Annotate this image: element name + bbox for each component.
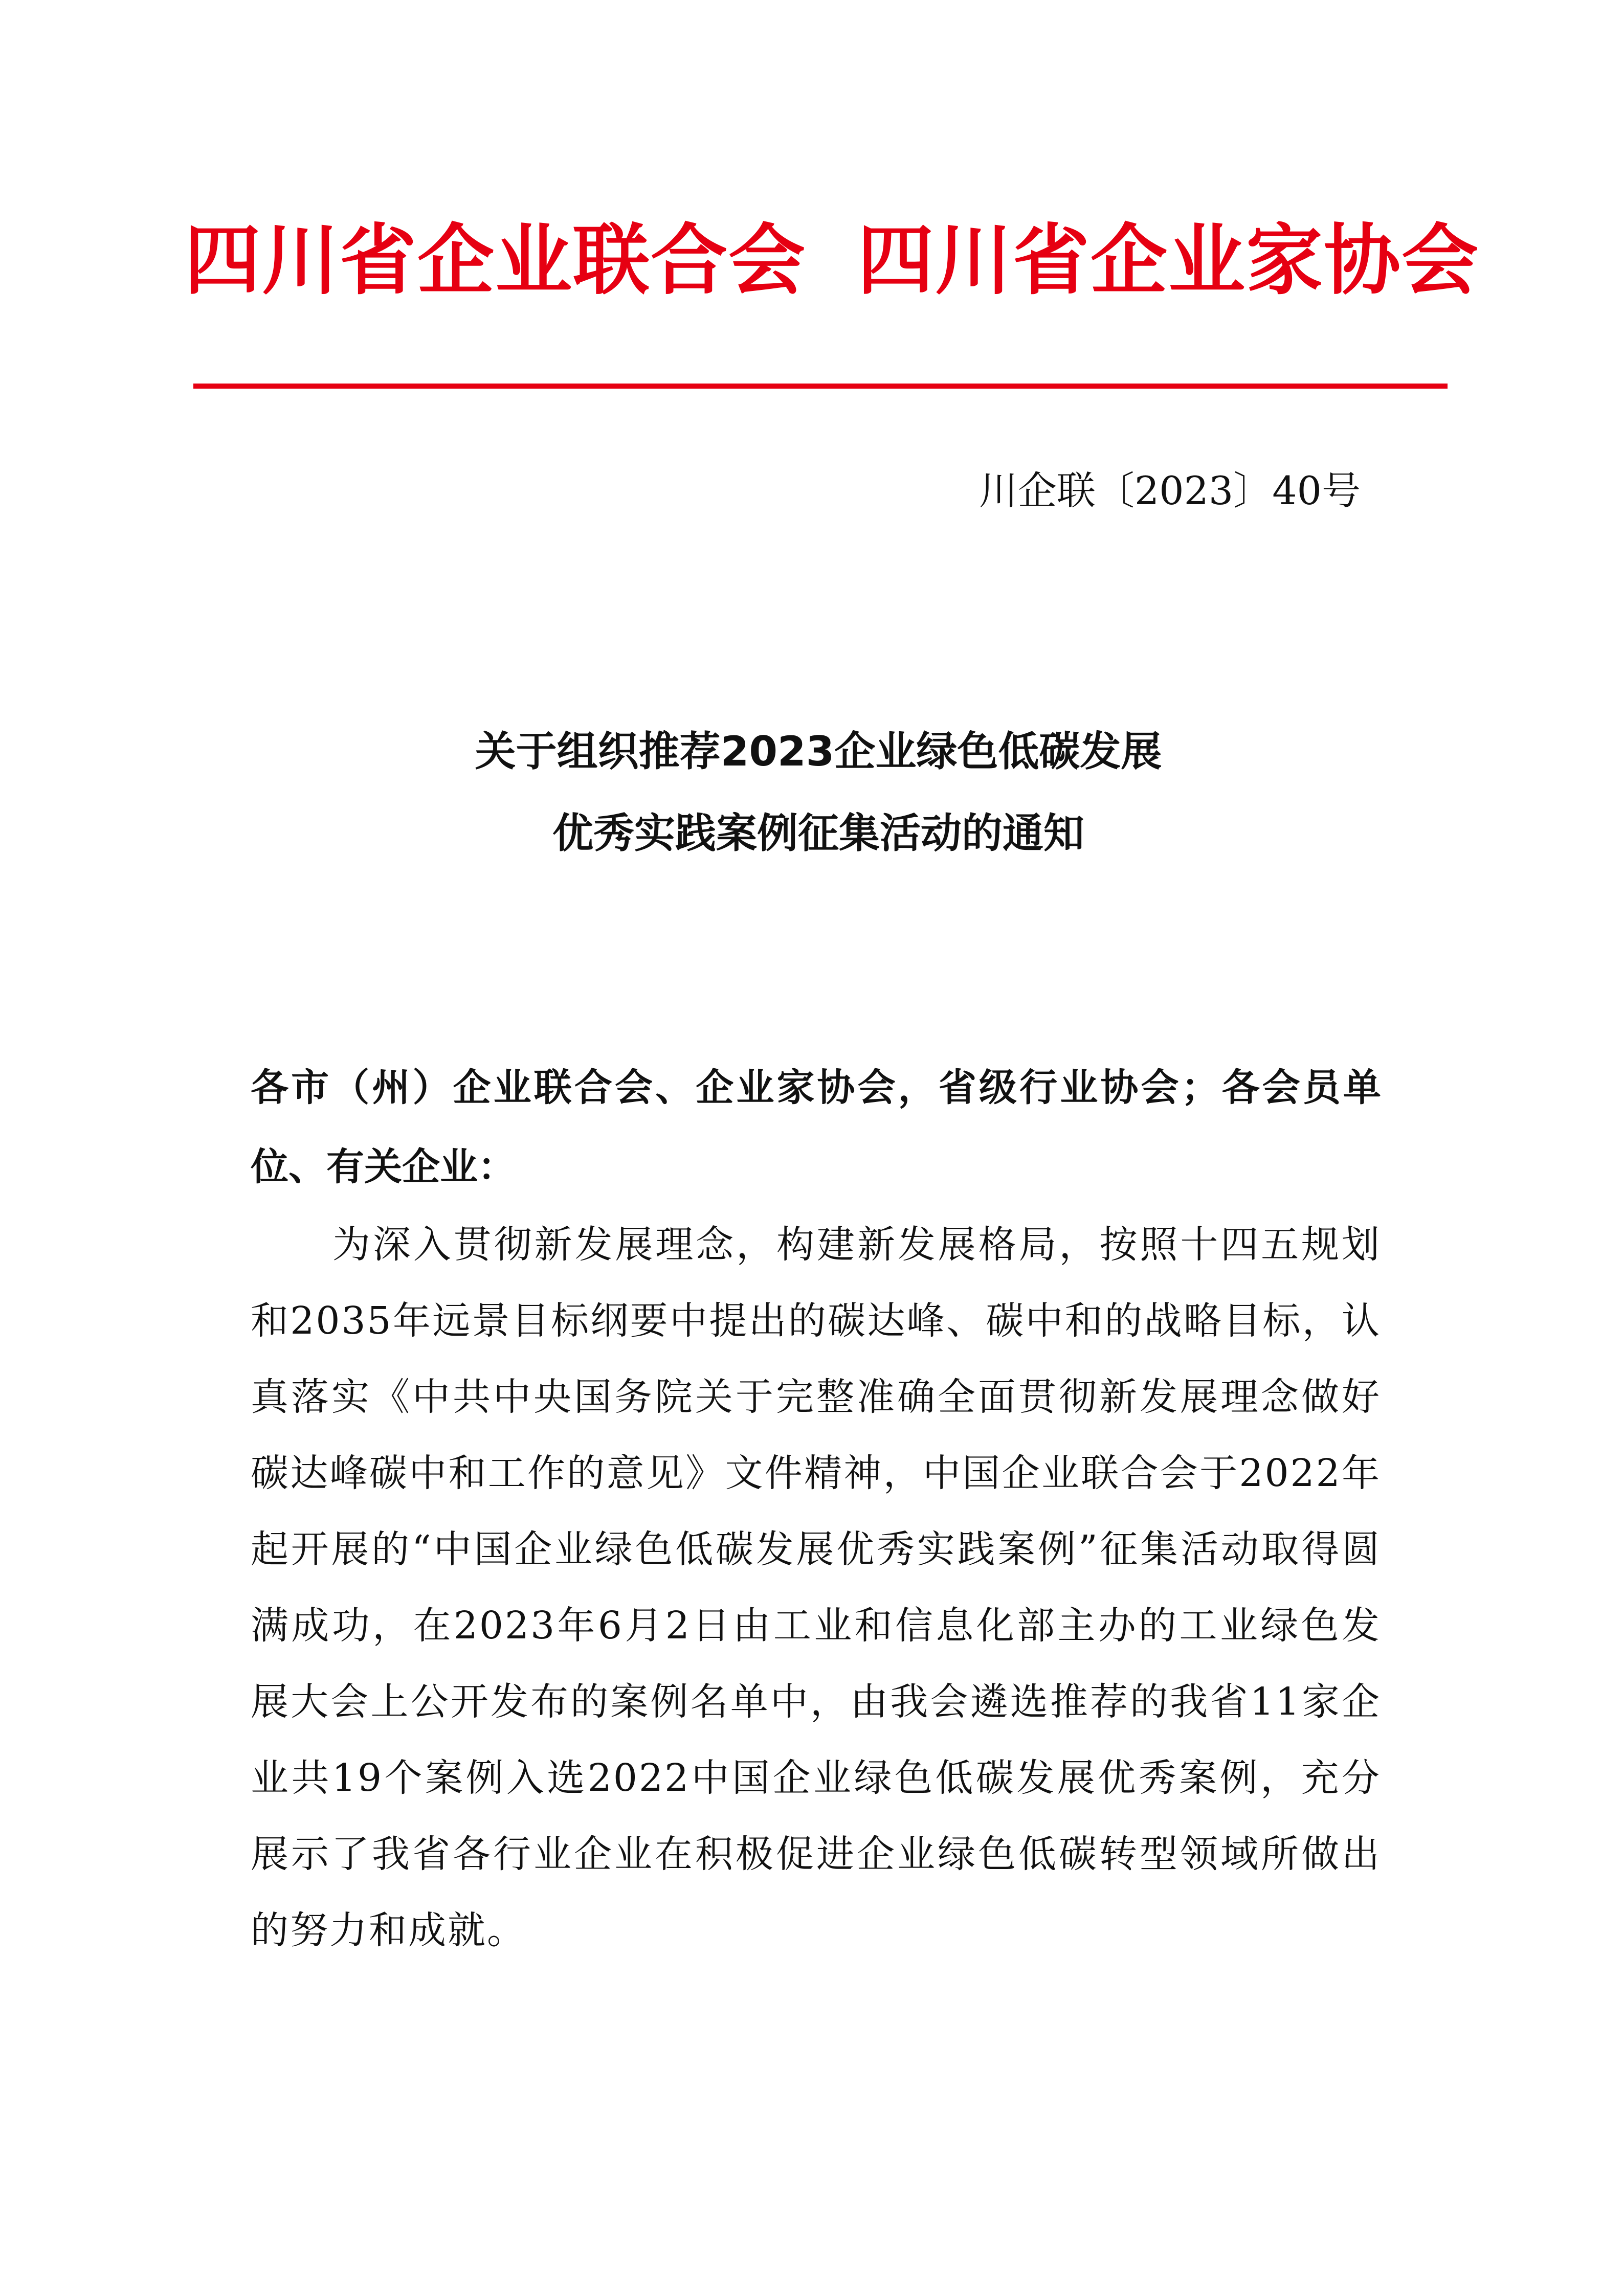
body-paragraph-1: 为深入贯彻新发展理念，构建新发展格局，按照十四五规划和2035年远景目标纲要中提出的碳达峰、碳中和的战略目标，认真落实《中共中央国务院关于完整准确全面贯彻新发展理念做好碳达峰碳中和工作的意见》文件精神，中国企业联合会于2022年起开展的“中国企业绿色低碳发展优秀实践案例”征集活动取得圆满成功，在2023年6月2日由工业和信息化部主办的工业绿色发展大会上公开发布的案例名单中，由我会遴选推荐的我省11家企业共19个案例入选2022中国企业绿色低碳发展优秀案例，充分展示了我省各行业企业在积极促进企业绿色低碳转型领域所做出的努力和成就。	[251, 1223, 1381, 1952]
letterhead-org-2: 四川省企业家协会	[857, 216, 1480, 305]
document-body	[251, 1048, 1381, 1969]
letterhead-org-1: 四川省企业联合会	[184, 216, 807, 305]
document-number: 川企联〔2023〕40号	[978, 468, 1361, 513]
notice-title-line-2: 优秀实践案例征集活动的通知	[552, 809, 1084, 857]
salutation: 各市（州）企业联合会、企业家协会，省级行业协会；各会员单位、有关企业：	[251, 1066, 1381, 1189]
letterhead-divider	[193, 384, 1448, 389]
letterhead-title	[184, 215, 1480, 307]
notice-title-line-1: 关于组织推荐2023企业绿色低碳发展	[475, 728, 1162, 775]
